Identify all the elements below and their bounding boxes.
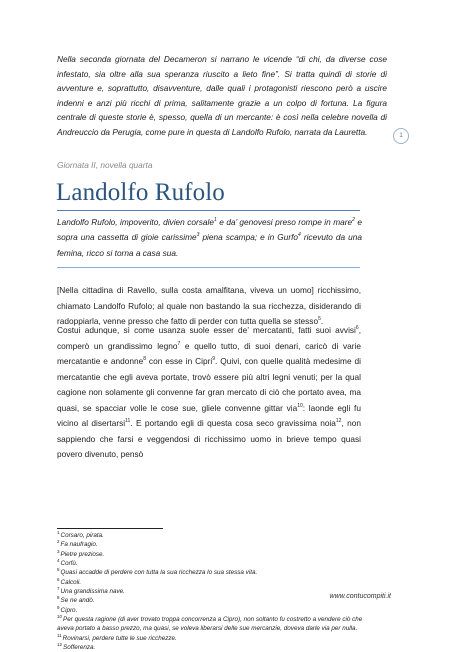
footnote-item <box>57 634 367 643</box>
footnote-item <box>57 643 367 652</box>
footnote-item <box>57 587 367 596</box>
footnote-ref[interactable]: 5 <box>318 316 321 323</box>
intro-paragraph: Nella seconda giornata del Decameron si narrano le vicende “di chi, da diverse cose infestato, sia oltre alla sua speranza riuscito a lieto fine”. Si tratta quindi di storie di avventure e, soprattutto, disavventure, dalle quali i protagonisti riescono però a uscire indenni e anzi più ricchi di prima, salitamente grazie a un colpo di fortuna. La figura centrale di queste storie è, spesso, quella di un mercante: è così nella celebre novella di Andreuccio da Perugia, come pure in questa di Landolfo Rufolo, narrata da Lauretta. <box>57 54 387 137</box>
story-rubric: Landolfo Rufolo, impoverito, divien corsale$^1$ e da’ genovesi preso rompe in mare$^2$ e sopra una cassetta di gioie carissime$^3$ piena scampa; e in Gurfo$^4$ ricevuto da una femina, ricco si torna a casa sua. <box>57 217 362 258</box>
footnote-item <box>57 578 367 587</box>
footnote-ref[interactable]: 9 <box>212 356 216 363</box>
footnote-ref[interactable]: 3 <box>196 232 200 239</box>
footnote-number: 1 <box>57 529 60 535</box>
footnote-number: 7 <box>57 585 60 591</box>
footnote-text: Se ne andò. <box>60 597 95 605</box>
footnote-text: Fa naufragio. <box>60 541 98 549</box>
footnote-item <box>57 531 367 540</box>
footnote-ref[interactable]: 6 <box>355 325 359 332</box>
footnote-number: 5 <box>57 567 60 573</box>
footnote-text: Quasi accadde di perdere con tutta la sua ricchezza lo sua stessa vita. <box>60 569 258 577</box>
footnote-ref[interactable]: 7 <box>177 340 181 347</box>
footnote-text: Corsaro, pirata. <box>60 532 104 539</box>
footnote-item <box>57 540 367 549</box>
footnote-ref[interactable]: 12 <box>335 418 342 425</box>
footnote-number: 10 <box>57 614 63 619</box>
footnote-text: Sofferenza. <box>63 644 96 652</box>
footnotes-list <box>57 531 367 652</box>
footnote-ref[interactable]: 11 <box>125 418 131 425</box>
footnote-ref[interactable]: 4 <box>298 232 301 239</box>
body-paragraph-1: [Nella cittadina di Ravello, sulla costa amalfitana, viveva un uomo] ricchissimo, chiamato Landolfo Rufolo; al quale non bastando la sua ricchezza, disiderando di radoppiarla, venne presso che fatto di perder con tutta quella se stesso$^5$. <box>57 285 361 326</box>
footnote-item <box>57 615 367 634</box>
body-paragraph-2: Costui adunque, sì come usanza suole esser de’ mercatanti, fatti suoi avvisi$^6$, comperò un grandissimo legno$^7$ e quello tutto, di suoi denari, caricò di varie mercatantie e andonne$^8$ con esse in Cipri$^9$. Quivi, con quelle qualità medesime di mercatantie che egli aveva portate, trovò essere più altri legni venuti; per la qual cagione non solamente gli convenne far gran mercato di ciò che portato avea, ma quasi, se spacciar volle le cose sue, gliele convenne gittar via$^{10}$: laonde egli fu vicino al disertarsi$^{11}$. E portando egli di questa cosa seco gravissima noia$^{12}$, non sappiendo che farsi e veggendosi di ricchissimo uomo in brieve tempo quasi povero divenuto, pensò <box>57 325 361 459</box>
footnote-item <box>57 568 367 577</box>
story-title: Landolfo Rufolo <box>56 179 225 206</box>
page-number-badge: 1 <box>393 128 409 144</box>
section-label: Giornata II, novella quarta <box>57 160 153 170</box>
footnote-item <box>57 550 367 559</box>
footnote-number: 6 <box>57 576 60 582</box>
footnote-ref[interactable]: 10 <box>297 402 303 409</box>
footnote-text: Calcoli. <box>60 578 82 586</box>
title-underline <box>57 210 360 211</box>
footnote-text: Pietre preziose. <box>60 550 105 558</box>
footnote-text: Corfù. <box>60 560 78 568</box>
footnote-number: 4 <box>57 557 60 563</box>
rubric-divider <box>57 267 360 268</box>
footnote-number: 8 <box>57 595 60 601</box>
footnote-number: 11 <box>57 632 62 638</box>
footnote-ref[interactable]: 8 <box>143 356 146 363</box>
footnote-text: Per questa ragione (di aver trovato troppa concorrenza a Cipro), non soltanto fu costretto a vendere ciò che aveva portato a basso prezzo, ma quasi, se voleva liberarsi delle sue mercanzie, doveva darle via per nulla. <box>57 616 363 633</box>
footnote-number: 12 <box>57 642 63 648</box>
footnote-number: 2 <box>57 539 60 545</box>
website-footer-link[interactable]: www.contucompiti.it <box>329 593 391 600</box>
footnote-item <box>57 596 367 605</box>
footnote-text: Cipro. <box>60 606 78 614</box>
footnote-item <box>57 606 367 615</box>
footnote-number: 3 <box>57 548 60 554</box>
footnote-text: Rovinarsi, perdere tutte le sue ricchezze. <box>62 634 177 642</box>
footnote-ref[interactable]: 2 <box>352 217 355 224</box>
footnote-separator <box>57 528 163 529</box>
footnote-ref[interactable]: 1 <box>214 217 217 224</box>
footnote-text: Una grandissima nave. <box>60 588 125 596</box>
footnote-item <box>57 559 367 568</box>
footnote-number: 9 <box>57 604 60 610</box>
